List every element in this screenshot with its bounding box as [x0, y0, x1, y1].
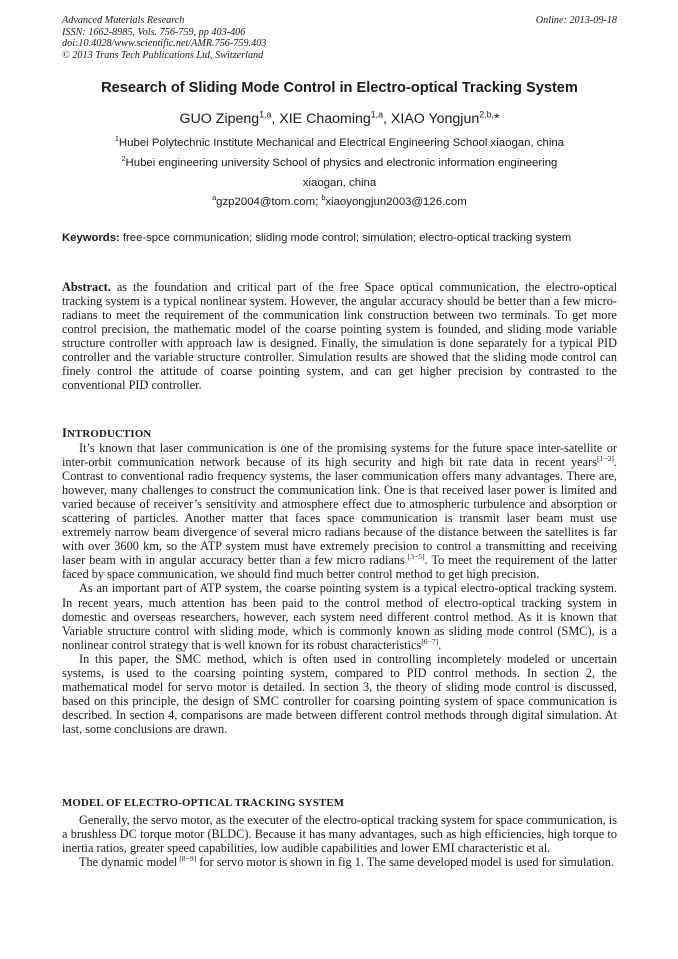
- journal-header: [62, 15, 617, 61]
- paragraph-text: for servo motor is shown in fig 1. The same developed model is used for simulation.: [196, 855, 615, 870]
- email-superscript: a: [212, 195, 217, 203]
- paragraph: [62, 441, 617, 581]
- paragraph: [62, 855, 617, 869]
- model-body: [62, 813, 617, 869]
- issn-line: ISSN: 1662-8985, Vols. 756-759, pp 403-406: [62, 26, 246, 38]
- introduction-body: [62, 441, 617, 736]
- affiliation: [62, 173, 617, 193]
- paragraph-text: As an important part of ATP system, the coarse pointing system is a typical electro-optical tracking system. In recent years, much attention has been paid to the control method of electro-optical tracking system in domestic and overseas researchers, however, each system need different control method. As it is known that Variable structure control with sliding mode, which is commonly known as sliding mode control (SMC), is a nonlinear control strategy that is well known for its robust characteristics: [62, 581, 617, 652]
- author-separator: ,: [383, 111, 391, 127]
- affiliation-superscript: 1: [114, 136, 119, 144]
- author-name: XIAO Yongjun: [390, 111, 480, 127]
- journal-name: Advanced Materials Research: [62, 15, 185, 26]
- email-address: gzp2004@tom.com;: [216, 196, 322, 208]
- paragraph-text: . To meet the requirement of the latter faced by space communication, we should find much better control method to get high precision.: [62, 553, 618, 582]
- author-superscript: 2,b,: [479, 109, 494, 120]
- citation: [3−5]: [404, 552, 425, 562]
- corresponding-mark: *: [493, 111, 500, 127]
- affiliation-text: xiaogan, china: [302, 177, 377, 189]
- author-separator: ,: [271, 111, 280, 127]
- author-superscript: 1,a: [259, 109, 272, 120]
- keywords: [62, 232, 617, 246]
- citation: [1−2]: [596, 453, 614, 463]
- heading-rest: NTRODUCTION: [67, 428, 152, 440]
- heading-initial: I: [62, 426, 68, 440]
- email-address: xiaoyongjun2003@126.com: [325, 196, 467, 208]
- abstract: [62, 280, 617, 392]
- citation: [8−9]: [177, 854, 197, 864]
- author-name: GUO Zipeng: [179, 111, 260, 127]
- keywords-text: free-spce communication; sliding mode control; simulation; electro-optical tracking system: [119, 232, 572, 244]
- paragraph-text: .: [438, 637, 442, 652]
- citation: [6−7]: [421, 636, 439, 646]
- abstract-label: Abstract.: [62, 280, 111, 294]
- paragraph: Generally, the servo motor, as the executer of the electro-optical tracking system for space communication, is a brushless DC torque motor (BLDC). Because it has many advantages, such as high efficiencies, high torque to inertia ratios, greater speed capabilities, low audible capabilities and lower EMI characteristic et al.: [62, 813, 617, 856]
- author-emails: [62, 196, 617, 208]
- author-name: XIE Chaoming: [279, 111, 371, 127]
- paper-title: Research of Sliding Mode Control in Electro-optical Tracking System: [101, 80, 578, 96]
- affiliation: [62, 153, 617, 173]
- paragraph-text: . Contrast to conventional radio frequency systems, the laser communication offers many advantages. There are, however, many challenges to construct the communication link. One is that received laser power is limited and varied because of receiver’s sensitivity and atmosphere effect due to atmospheric turbulence and absorption or scattering of particles. Another matter that faces space communication is transmit laser beam must use extremely narrow beam divergence of several micro radians because of the distance between the satellites is far with over 3600 km, so the ATP system must have extremely precision to control a transmitting and receiving laser beam with in angular accuracy better than a few micro radians: [62, 455, 617, 568]
- paragraph: [62, 581, 617, 651]
- section-heading-model: MODEL OF ELECTRO-OPTICAL TRACKING SYSTEM: [62, 797, 345, 809]
- affiliation-text: Hubei Polytechnic Institute Mechanical and Electrical Engineering School xiaogan, china: [118, 137, 565, 149]
- author-list: [62, 111, 617, 127]
- keywords-label: Keywords:: [62, 232, 120, 244]
- paragraph-text: It’s known that laser communication is one of the promising systems for the future space inter-satellite or inter-orbit communication network because of its high security and high bit rate data in recent years: [62, 441, 617, 470]
- email-superscript: b: [321, 195, 326, 203]
- affiliation: [62, 133, 617, 153]
- copyright-line: © 2013 Trans Tech Publications Ltd, Switzerland: [62, 49, 264, 61]
- author-superscript: 1,a: [370, 109, 383, 120]
- abstract-text: as the foundation and critical part of the free Space optical communication, the electro-optical tracking system is a typical nonlinear system. However, the angular accuracy should be better than a few micro-radians to meet the requirement of the communication link construction between two terminals. To get more control precision, the mathematic model of the coarse pointing system is founded, and sliding mode variable structure controller with approach law is designed. Finally, the simulation is done separately for a typical PID controller and the variable structure controller. Simulation results are showed that the sliding mode control can finely control the attitude of coarse pointing system, and can get higher precision by contrasted to the conventional PID controller.: [62, 280, 617, 393]
- affiliation-superscript: 2: [121, 156, 126, 164]
- online-date: Online: 2013-09-18: [535, 15, 617, 26]
- doi-line: doi:10.4028/www.scientific.net/AMR.756-759.403: [62, 38, 267, 50]
- affiliation-text: Hubei engineering university School of physics and electronic information engineering: [125, 157, 558, 169]
- paragraph: In this paper, the SMC method, which is often used in controlling incompletely modeled or uncertain systems, is used to the coarsing pointing system, compared to PID control methods. In section 2, the mathematical model for servo motor is detailed. In section 3, the theory of sliding mode control is discussed, based on this principle, the design of SMC controller for coarsing pointing system of space communication is described. In section 4, comparisons are made between different control methods through digital simulation. At last, some conclusions are drawn.: [62, 651, 617, 736]
- section-heading-introduction: [62, 426, 151, 441]
- paragraph-text: The dynamic model: [79, 855, 178, 870]
